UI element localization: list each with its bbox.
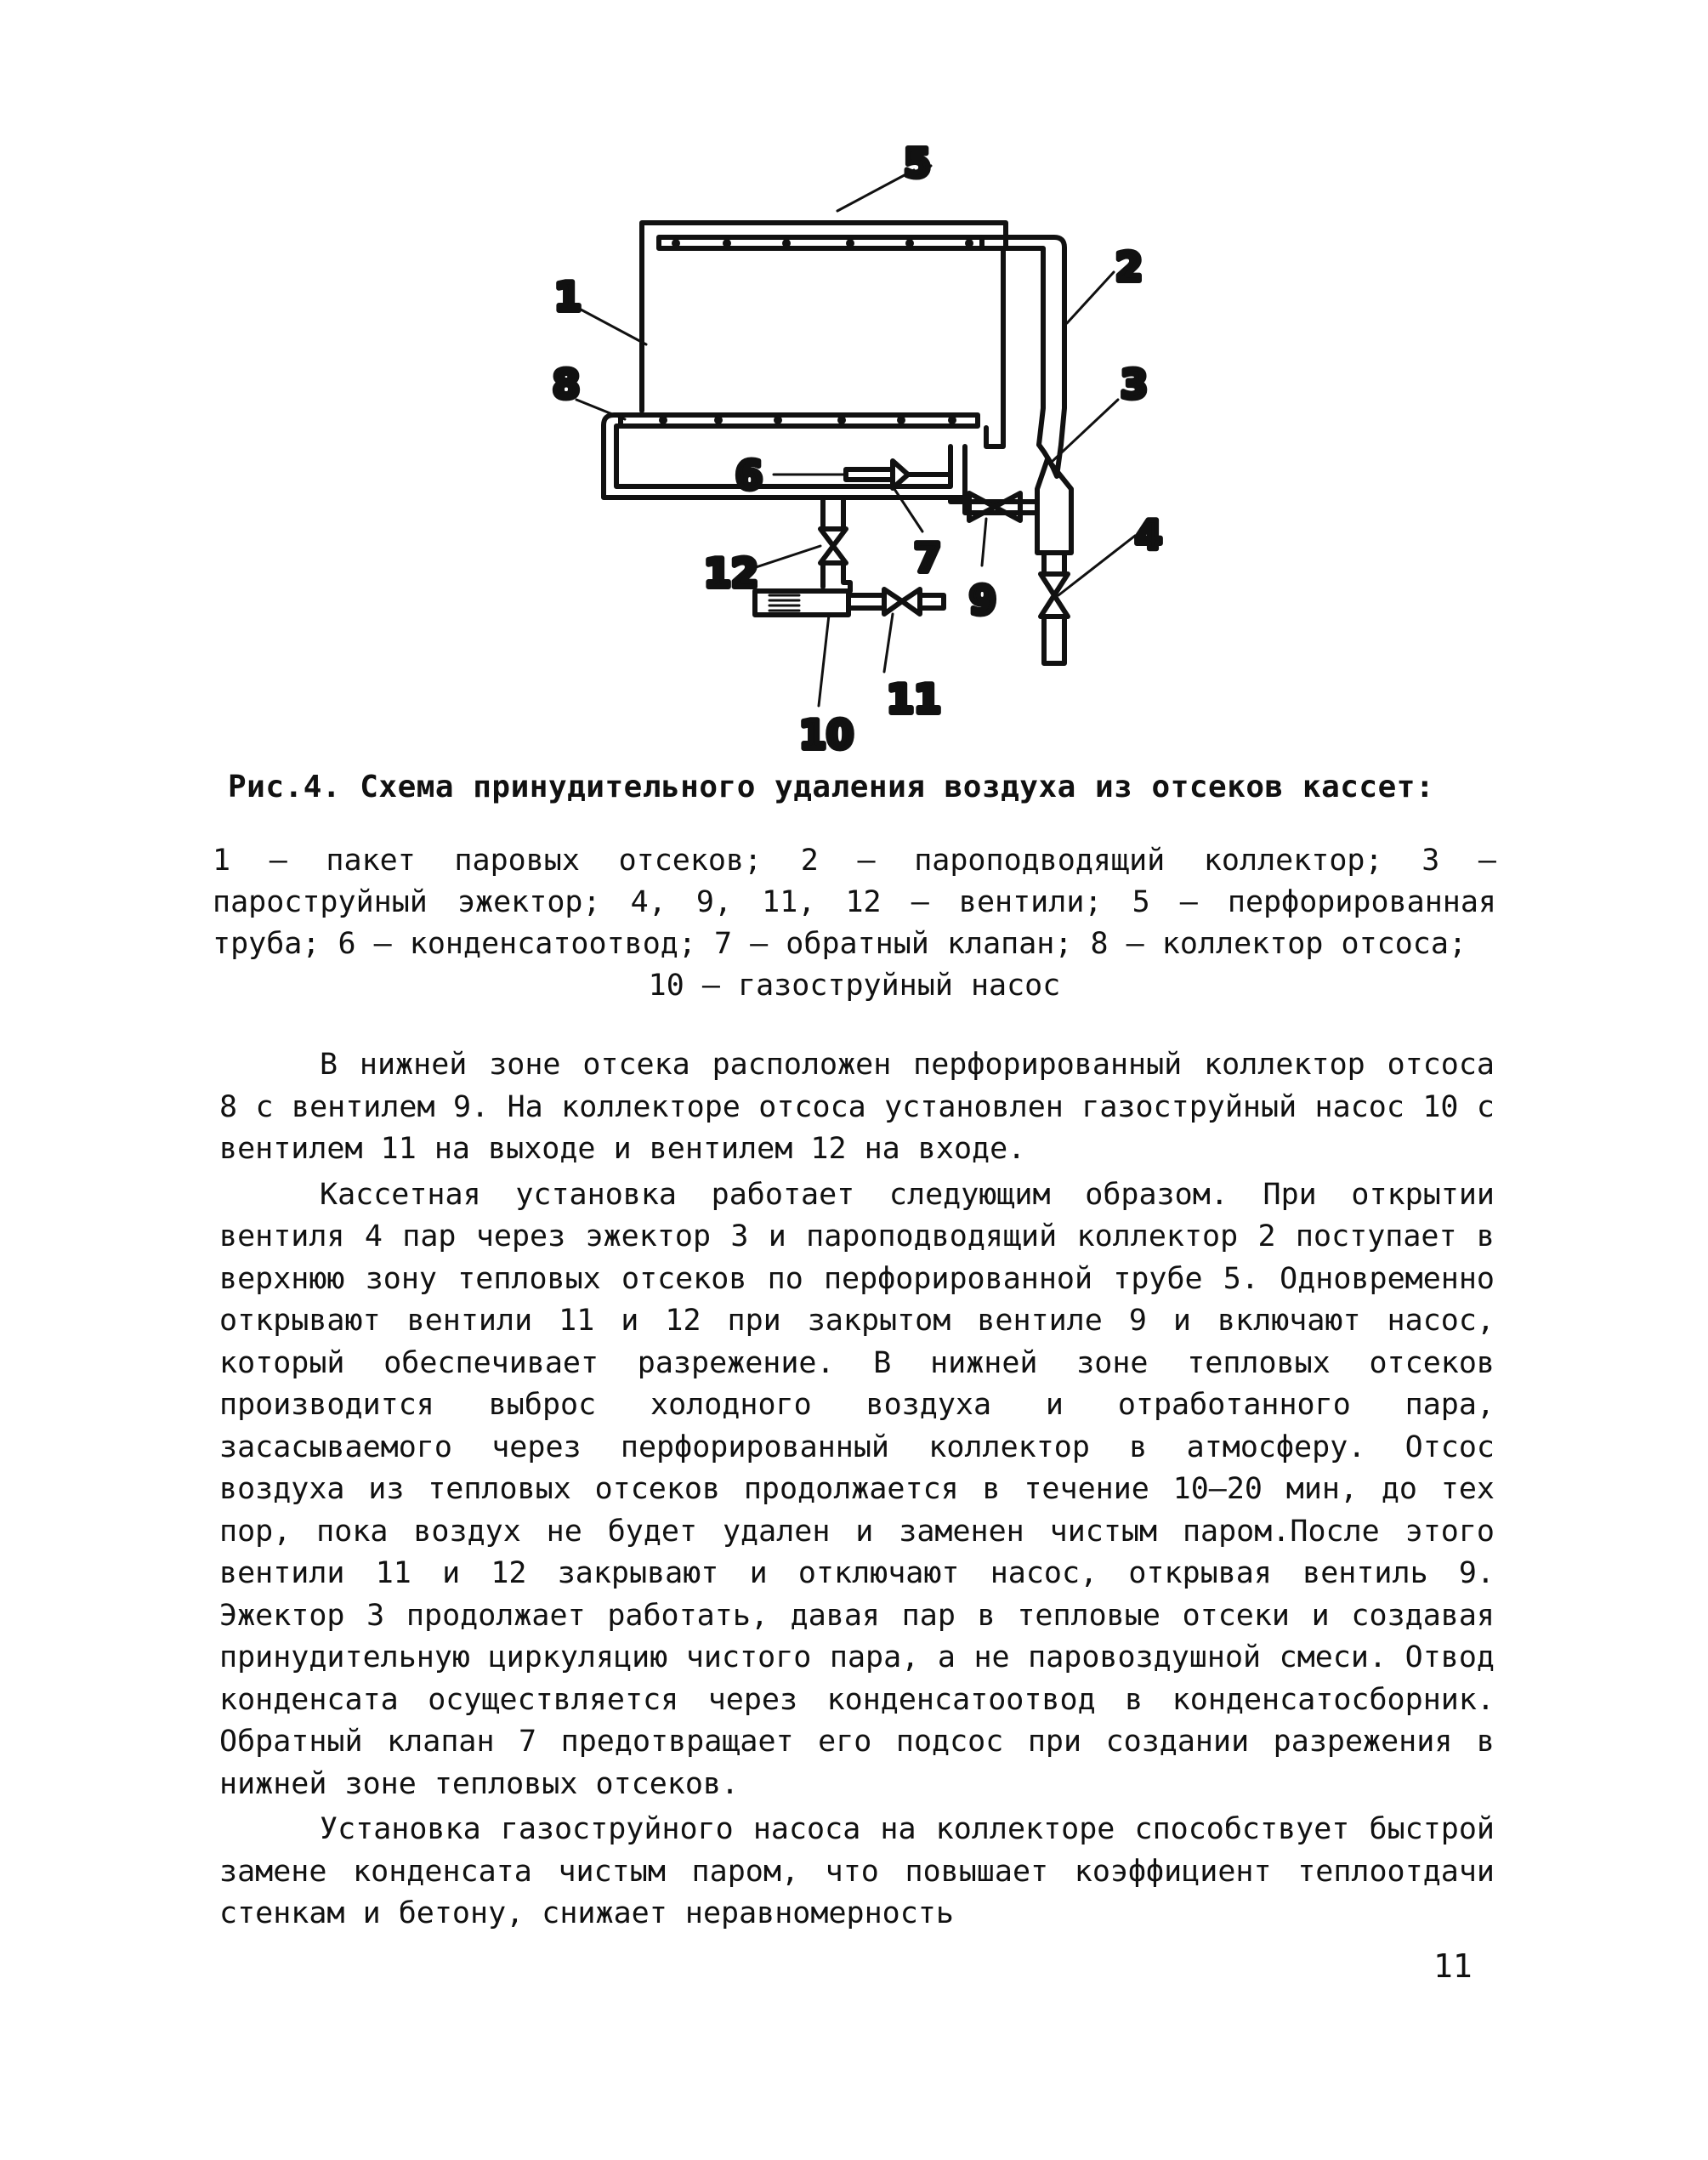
pump-hatching [769,595,799,611]
condensate-drain [846,469,893,480]
figure-legend [213,840,1496,1007]
label-3: 3 [1121,361,1149,407]
page-number: 11 [1433,1947,1473,1985]
legend-main-text: 1 – пакет паровых отсеков; 2 – пароподводящий коллектор; 3 – пароструйный эжектор; 4, 9, 11, 12 – вентили; 5 – перфорированная труба; 6 – конденсатоотвод; 7 – обратный клапан; 8 – коллектор отсоса; [213,844,1496,961]
legend-last-line: 10 – газоструйный насос [648,969,1061,1003]
steam-supply-collector [982,237,1064,445]
body-text [219,1044,1495,1935]
paragraph-2: Кассетная установка работает следующим образом. При открытии вентиля 4 пар через эжектор 3 и пароподводящий коллектор 2 поступает в верхнюю зону тепловых отсеков по перфорированной трубе 5. Одновременно открывают вентили 11 и 12 при закрытом вентиле 9 и включают насос, который обеспечивает разрежение. В нижней зоне тепловых отсеков производится выброс холодного воздуха и отработанного пара, засасываемого через перфорированный коллектор в атмосферу. Отсос воздуха из тепловых отсеков продолжается в течение 10–20 мин, до тех пор, пока воздух не будет удален и заменен чистым паром.После этого вентили 11 и 12 закрывают и отключают насос, открывая вентиль 9. Эжектор 3 продолжает работать, давая пар в тепловые отсеки и создавая принудительную циркуляцию чистого пара, а не паровоздушной смеси. Отвод конденсата осуществляется через конденсатоотвод в конденсатосборник. Обратный клапан 7 предотвращает его подсос при создании разрежения в нижней зоне тепловых отсеков. [219,1177,1495,1801]
valve-12 [820,529,846,563]
label-10: 10 [799,712,854,758]
label-1: 1 [554,274,582,320]
label-4: 4 [1135,512,1163,558]
valve-11 [884,589,920,614]
valve-9 [969,493,1020,520]
label-7: 7 [914,535,942,581]
label-5: 5 [904,140,932,186]
paragraph-1: В нижней зоне отсека расположен перфорированный коллектор отсоса 8 с вентилем 9. На коллекторе отсоса установлен газоструйный насос 10 с вентилем 11 на выходе и вентилем 12 на входе. [219,1048,1495,1166]
figure-caption-title: Рис.4. Схема принудительного удаления воздуха из отсеков кассет: [228,770,1435,804]
label-8: 8 [553,361,581,407]
label-12: 12 [704,550,759,596]
label-6: 6 [735,452,763,498]
air-removal-scheme-diagram [0,0,1708,765]
valve-4 [1041,574,1068,617]
label-11: 11 [887,676,942,722]
label-9: 9 [969,577,997,623]
steam-compartment-package [642,223,1006,411]
compartment-inner-wall [986,248,1003,446]
label-2: 2 [1115,244,1143,290]
paragraph-3: Установка газоструйного насоса на коллекторе способствует быстрой замене конденсата чистым паром, что повышает коэффициент теплоотдачи стенкам и бетону, снижает неравномерность [219,1812,1495,1930]
perforated-pipe [659,237,982,248]
suction-collector [621,415,978,426]
